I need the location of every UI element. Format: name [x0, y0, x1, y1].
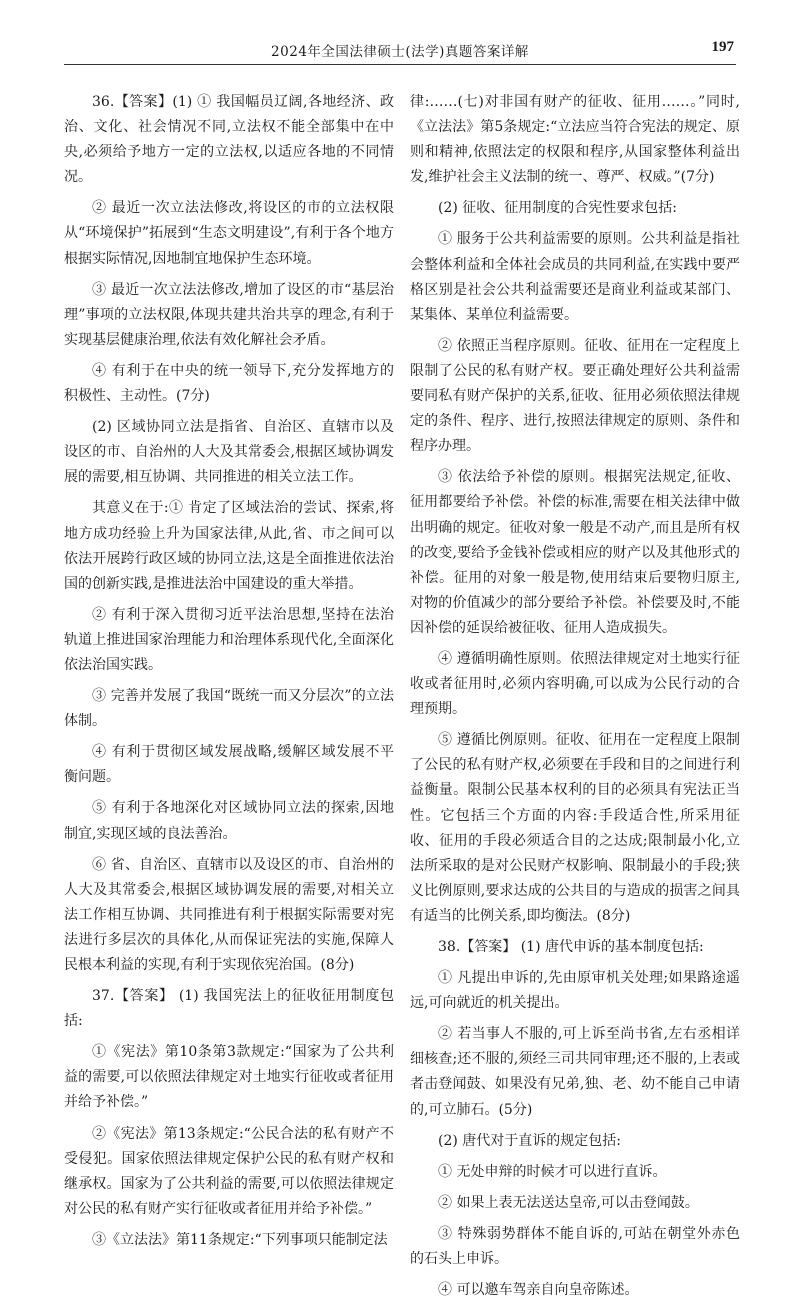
- paragraph: ② 若当事人不服的,可上诉至尚书省,左右丞相详细核查;还不服的,须经三司共同审理;还不服的,上表或者击登闻鼓、如果没有兄弟,独、老、幼不能自己申请的,可立肺石。(5分): [410, 1026, 740, 1118]
- paragraph: ② 最近一次立法法修改,将设区的市的立法权限从“环境保护”拓展到“生态文明建设”,有利于各个地方根据实际情况,因地制宜地保护生态环境。: [64, 200, 394, 267]
- paragraph: 其意义在于:① 肯定了区域法治的尝试、探索,将地方成功经验上升为国家法律,从此,省、市之间可以依法开展跨行政区域的协同立法,这是全面推进依法治国的创新实践,是推进法治中国建设的重大举措。: [64, 500, 394, 592]
- paragraph: ③ 特殊弱势群体不能自诉的,可站在朝堂外赤色的石头上申诉。: [410, 1225, 740, 1268]
- paragraph: ② 依照正当程序原则。征收、征用在一定程度上限制了公民的私有财产权。要正确处理好公共利益需要同私有财产保护的关系,征收、征用必须依照法律规定的条件、程序、进行,按照法律规定的原则、条件和程序办理。: [410, 337, 740, 455]
- paragraph: ②《宪法》第13条规定:“公民合法的私有财产不受侵犯。国家依照法律规定保护公民的私有财产权和继承权。国家为了公共利益的需要,可以依照法律规定对公民的私有财产实行征收或者征用并给予补偿。”: [64, 1125, 394, 1217]
- paragraph: ③ 最近一次立法法修改,增加了设区的市“基层治理”事项的立法权限,体现共建共治共享的理念,有利于实现基层健康治理,依法有效化解社会矛盾。: [64, 281, 394, 348]
- paragraph: (2) 唐代对于直诉的规定包括:: [438, 1132, 621, 1149]
- paragraph: ② 有利于深入贯彻习近平法治思想,坚持在法治轨道上推进国家治理能力和治理体系现代化,全面深化依法治国实践。: [64, 606, 394, 673]
- book-title: 2024年全国法律硕士(法学)真题答案详解: [271, 44, 529, 60]
- paragraph: ① 服务于公共利益需要的原则。公共利益是指社会整体利益和全体社会成员的共同利益,在实践中要严格区别是社会公共利益需要还是商业利益或某部门、某集体、某单位利益需要。: [410, 231, 740, 323]
- paragraph: ④ 有利于贯彻区域发展战略,缓解区域发展不平衡问题。: [64, 744, 394, 786]
- paragraph: 38.【答案】 (1) 唐代申诉的基本制度包括:: [438, 939, 704, 955]
- paragraph: ①《宪法》第10条第3款规定:“国家为了公共利益的需要,可以依照法律规定对土地实行征收或者征用并给予补偿。”: [64, 1044, 394, 1111]
- paragraph: (2) 征收、征用制度的合宪性要求包括:: [438, 200, 677, 217]
- paragraph: ③ 依法给予补偿的原则。根据宪法规定,征收、征用都要给予补偿。补偿的标准,需要在相关法律中做出明确的规定。征收对象一般是不动产,而且是所有权的改变,要给予金钱补偿或相应的财产以及其他形式的补偿。征用的对象一般是物,使用结束后要物归原主,对物的价值减少的部分要给予补偿。补偿要及时,不能因补偿的延误给被征收、征用人造成损失。: [410, 469, 740, 636]
- paragraph: ④ 可以邀车驾亲自向皇帝陈述。: [438, 1282, 639, 1299]
- page-number: 197: [711, 39, 734, 55]
- paragraph: 36.【答案】(1) ① 我国幅员辽阔,各地经济、政治、文化、社会情况不同,立法权不能全部集中在中央,必须给予地方一定的立法权,以适应各地的不同情况。: [64, 94, 394, 186]
- paragraph: ⑥ 省、自治区、直辖市以及设区的市、自治州的人大及其常委会,根据区域协调发展的需要,对相关立法工作相互协调、共同推进有利于根据实际需要对宪法进行多层次的具体化,从而保证宪法的实施,保障人民根本利益的实现,有利于实现依宪治国。(8分): [64, 856, 394, 973]
- paragraph: ② 如果上表无法送达皇帝,可以击登闻鼓。: [438, 1194, 699, 1211]
- paragraph: ① 凡提出申诉的,先由原审机关处理;如果路途遥远,可向就近的机关提出。: [410, 970, 740, 1012]
- running-header: [64, 38, 736, 65]
- paragraph: 律:……(七)对非国有财产的征收、征用……。”同时,《立法法》第5条规定:“立法应当符合宪法的规定、原则和精神,依照法定的权限和程序,从国家整体利益出发,维护社会主义法制的统一、尊严、权威。”(7分): [410, 94, 740, 186]
- paragraph: ④ 遵循明确性原则。依照法律规定对土地实行征收或者征用时,必须内容明确,可以成为公民行动的合理预期。: [410, 650, 740, 718]
- right-column: [410, 90, 740, 1309]
- paragraph: ⑤ 遵循比例原则。征收、征用在一定程度上限制了公民的私有财产权,必须要在手段和目的之间进行利益衡量。限制公民基本权利的目的必须具有宪法正当性。它包括三个方面的内容:手段适合性,所采用征收、征用的手段必须适合目的之达成;限制最小化,立法所采取的是对公民财产权影响、限制最小的手段;狭义比例原则,要求达成的公共目的与造成的损害之间具有适当的比例关系,即均衡法。(8分): [410, 732, 740, 924]
- paragraph: (2) 区域协同立法是指省、自治区、直辖市以及设区的市、自治州的人大及其常委会,根据区域协调发展的需要,相互协调、共同推进的相关立法工作。: [64, 419, 394, 486]
- paragraph: ③《立法法》第11条规定:“下列事项只能制定法: [92, 1231, 388, 1248]
- paragraph: ① 无处申辩的时候才可以进行直诉。: [438, 1163, 667, 1180]
- paragraph: ③ 完善并发展了我国“既统一而又分层次”的立法体制。: [64, 688, 394, 730]
- left-column: [64, 90, 394, 1259]
- paragraph: ⑤ 有利于各地深化对区域协同立法的探索,因地制宜,实现区域的良法善治。: [64, 800, 394, 842]
- paragraph: ④ 有利于在中央的统一领导下,充分发挥地方的积极性、主动性。(7分): [64, 362, 394, 405]
- paragraph: 37.【答案】 (1) 我国宪法上的征收征用制度包括:: [64, 988, 394, 1030]
